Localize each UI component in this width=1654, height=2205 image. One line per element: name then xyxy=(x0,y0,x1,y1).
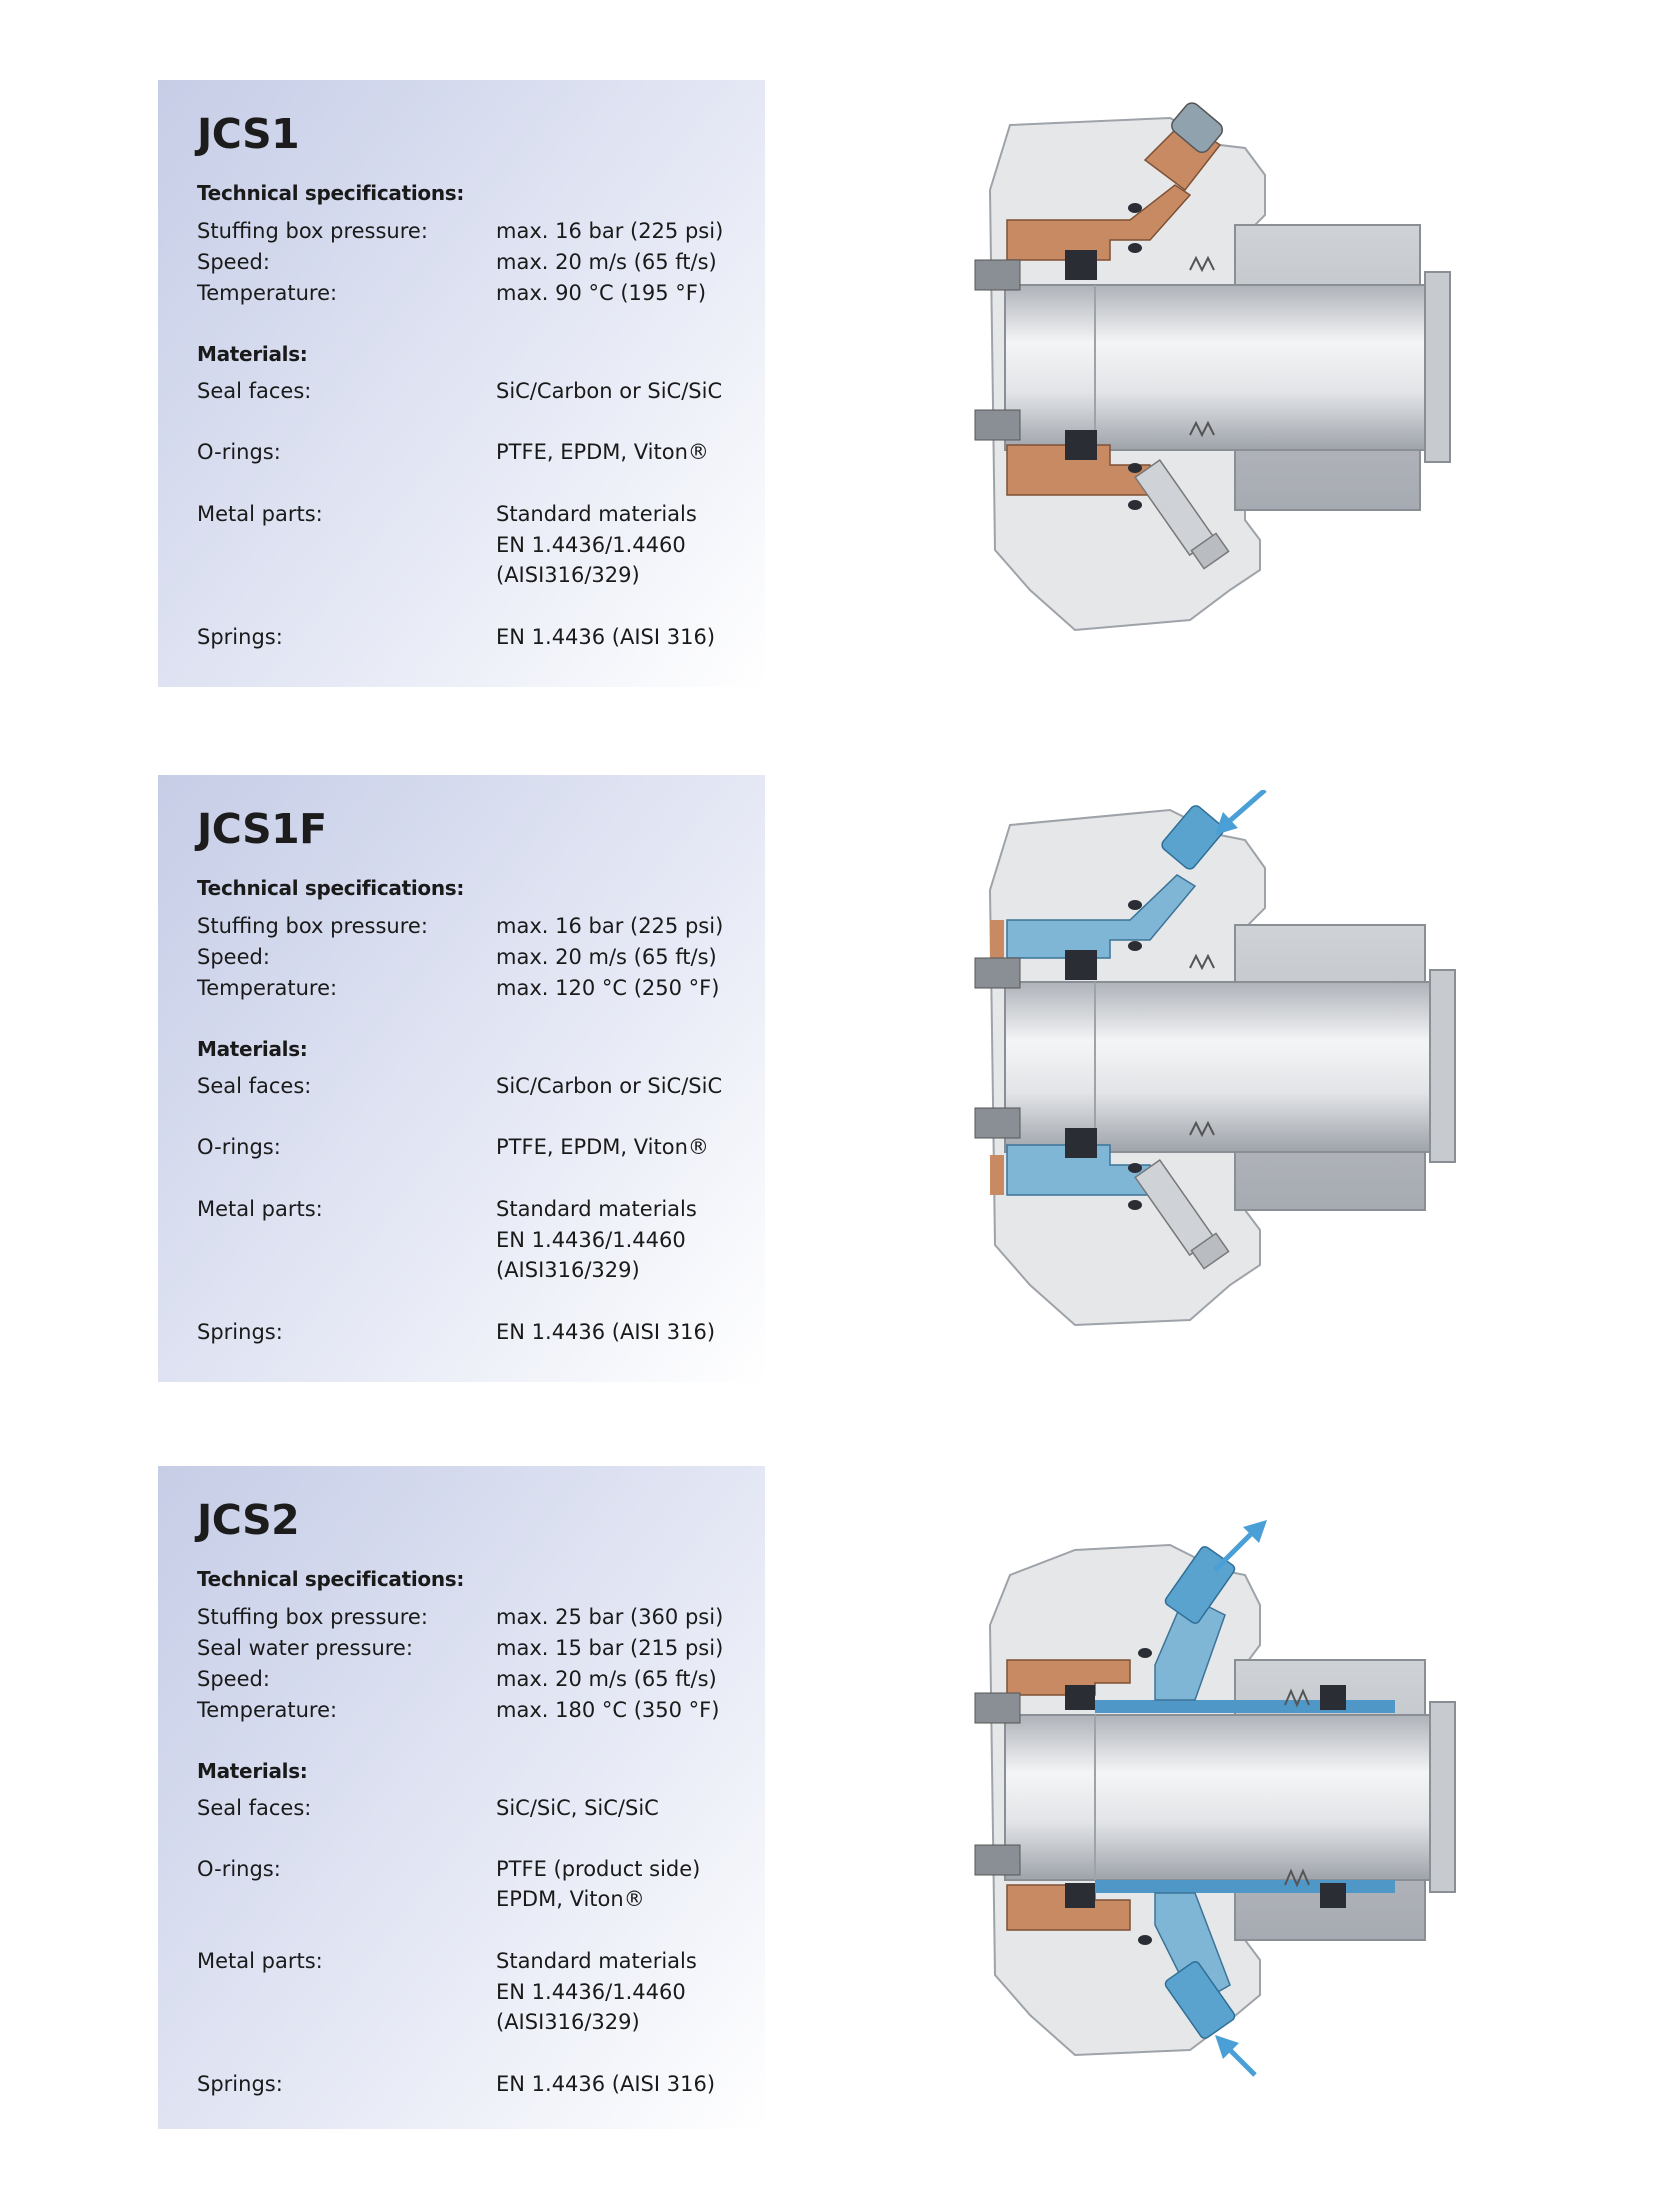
spec-value: max. 20 m/s (65 ft/s) xyxy=(496,1667,717,1691)
materials-heading: Materials: xyxy=(197,1759,308,1783)
material-value: SiC/Carbon or SiC/SiC xyxy=(496,1074,723,1098)
material-key: Seal faces: xyxy=(197,379,312,403)
material-key: O-rings: xyxy=(197,1857,281,1881)
technical-specifications-heading: Technical specifications: xyxy=(197,876,465,900)
spec-value: max. 15 bar (215 psi) xyxy=(496,1636,724,1660)
spec-key: Speed: xyxy=(197,945,270,969)
material-value: Standard materials xyxy=(496,1949,697,1973)
materials-heading: Materials: xyxy=(197,342,308,366)
product-title: JCS2 xyxy=(197,1496,300,1544)
material-key: Seal faces: xyxy=(197,1074,312,1098)
spec-key: Temperature: xyxy=(197,976,338,1000)
material-key: Metal parts: xyxy=(197,502,323,526)
material-key: Seal faces: xyxy=(197,1796,312,1820)
material-key: O-rings: xyxy=(197,1135,281,1159)
spec-key: Temperature: xyxy=(197,1698,338,1722)
material-value: EN 1.4436/1.4460 xyxy=(496,1980,686,2004)
spec-value: max. 16 bar (225 psi) xyxy=(496,914,724,938)
spec-key: Speed: xyxy=(197,250,270,274)
material-key: Springs: xyxy=(197,1320,283,1344)
seal-cross-section-jcs1f xyxy=(945,790,1490,1330)
material-value: EN 1.4436/1.4460 xyxy=(496,1228,686,1252)
spec-key: Stuffing box pressure: xyxy=(197,1605,428,1629)
spec-value: max. 16 bar (225 psi) xyxy=(496,219,724,243)
material-key: Metal parts: xyxy=(197,1197,323,1221)
material-value: EN 1.4436 (AISI 316) xyxy=(496,2072,716,2096)
spec-value: max. 25 bar (360 psi) xyxy=(496,1605,724,1629)
material-value: EN 1.4436/1.4460 xyxy=(496,533,686,557)
spec-value: max. 90 °C (195 °F) xyxy=(496,281,707,305)
spec-key: Stuffing box pressure: xyxy=(197,219,428,243)
spec-panel-jcs2 xyxy=(158,1466,765,2129)
technical-specifications-heading: Technical specifications: xyxy=(197,1567,465,1591)
spec-key: Seal water pressure: xyxy=(197,1636,413,1660)
material-value: (AISI316/329) xyxy=(496,563,640,587)
material-value: PTFE, EPDM, Viton® xyxy=(496,1135,709,1159)
material-value: PTFE, EPDM, Viton® xyxy=(496,440,709,464)
material-key: Springs: xyxy=(197,2072,283,2096)
spec-key: Speed: xyxy=(197,1667,270,1691)
technical-specifications-heading: Technical specifications: xyxy=(197,181,465,205)
spec-key: Temperature: xyxy=(197,281,338,305)
product-title: JCS1 xyxy=(197,110,300,158)
product-title: JCS1F xyxy=(197,805,327,853)
material-key: O-rings: xyxy=(197,440,281,464)
seal-cross-section-jcs1 xyxy=(945,100,1490,640)
materials-heading: Materials: xyxy=(197,1037,308,1061)
material-value: EPDM, Viton® xyxy=(496,1887,645,1911)
material-key: Metal parts: xyxy=(197,1949,323,1973)
spec-panel-jcs1 xyxy=(158,80,765,687)
spec-key: Stuffing box pressure: xyxy=(197,914,428,938)
material-value: Standard materials xyxy=(496,1197,697,1221)
material-value: (AISI316/329) xyxy=(496,1258,640,1282)
material-value: SiC/Carbon or SiC/SiC xyxy=(496,379,723,403)
spec-value: max. 180 °C (350 °F) xyxy=(496,1698,720,1722)
spec-panel-jcs1f xyxy=(158,775,765,1382)
material-value: EN 1.4436 (AISI 316) xyxy=(496,625,716,649)
material-value: Standard materials xyxy=(496,502,697,526)
material-value: SiC/SiC, SiC/SiC xyxy=(496,1796,659,1820)
material-value: EN 1.4436 (AISI 316) xyxy=(496,1320,716,1344)
material-value: PTFE (product side) xyxy=(496,1857,701,1881)
seal-cross-section-jcs2 xyxy=(945,1515,1490,2085)
material-key: Springs: xyxy=(197,625,283,649)
spec-value: max. 120 °C (250 °F) xyxy=(496,976,720,1000)
spec-value: max. 20 m/s (65 ft/s) xyxy=(496,250,717,274)
material-value: (AISI316/329) xyxy=(496,2010,640,2034)
spec-value: max. 20 m/s (65 ft/s) xyxy=(496,945,717,969)
